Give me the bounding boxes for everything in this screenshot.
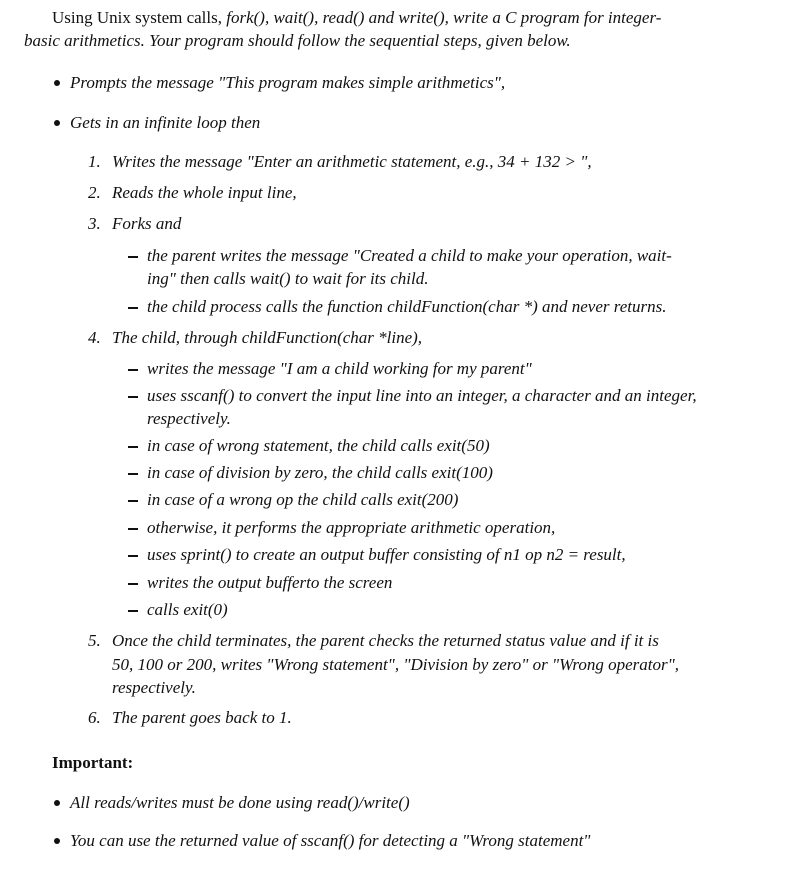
step-3-text: Forks and bbox=[112, 214, 182, 233]
step-6-text: The parent goes back to 1. bbox=[112, 708, 292, 727]
dash-marker bbox=[128, 500, 138, 502]
step-4-item: uses sprint() to create an output buffer consisting of n1 op n2 = result, bbox=[147, 545, 626, 564]
step-4-item: uses sscanf() to convert the input line into an integer, a character and an integer, bbox=[147, 386, 697, 405]
dash-marker bbox=[128, 610, 138, 612]
step-4-item: writes the output bufferto the screen bbox=[147, 573, 393, 592]
dash-marker bbox=[128, 528, 138, 530]
bullet-item-loop: Gets in an infinite loop then bbox=[70, 113, 261, 132]
step-number: 6. bbox=[88, 708, 101, 727]
step-4-item: otherwise, it performs the appropriate arithmetic operation, bbox=[147, 518, 556, 537]
step-4-item: in case of division by zero, the child calls exit(100) bbox=[147, 463, 493, 482]
step-number: 2. bbox=[88, 183, 101, 202]
step-5-line-1: Once the child terminates, the parent checks the returned status value and if it is bbox=[112, 631, 659, 650]
important-item: You can use the returned value of sscanf() for detecting a "Wrong statement" bbox=[70, 831, 591, 850]
step-3-item-parent-line-1: the parent writes the message "Created a child to make your operation, wait- bbox=[147, 246, 672, 265]
step-4-item: writes the message "I am a child working for my parent" bbox=[147, 359, 532, 378]
step-number: 5. bbox=[88, 631, 101, 650]
step-4-item-cont: respectively. bbox=[147, 409, 231, 428]
intro-italic: fork(), wait(), read() and write(), write a C program for integer- bbox=[226, 8, 662, 27]
step-number: 1. bbox=[88, 152, 101, 171]
dash-marker bbox=[128, 307, 138, 309]
dash-marker bbox=[128, 473, 138, 475]
dash-marker bbox=[128, 446, 138, 448]
dash-marker bbox=[128, 583, 138, 585]
step-4-item: in case of wrong statement, the child calls exit(50) bbox=[147, 436, 490, 455]
dash-marker bbox=[128, 256, 138, 258]
intro-line-2: basic arithmetics. Your program should follow the sequential steps, given below. bbox=[24, 31, 571, 50]
intro-prefix: Using Unix system calls, bbox=[52, 8, 227, 27]
step-4-text: The child, through childFunction(char *line), bbox=[112, 328, 423, 347]
dash-marker bbox=[128, 369, 138, 371]
bullet-dot bbox=[54, 838, 60, 844]
step-3-item-parent-line-2: ing" then calls wait() to wait for its child. bbox=[147, 269, 429, 288]
important-item: All reads/writes must be done using read()/write() bbox=[70, 793, 410, 812]
step-1-text: Writes the message "Enter an arithmetic statement, e.g., 34 + 132 > ", bbox=[112, 152, 592, 171]
dash-marker bbox=[128, 555, 138, 557]
step-number: 3. bbox=[88, 214, 101, 233]
step-2-text: Reads the whole input line, bbox=[112, 183, 297, 202]
step-3-item-child: the child process calls the function childFunction(char *) and never returns. bbox=[147, 297, 667, 316]
bullet-dot bbox=[54, 120, 60, 126]
dash-marker bbox=[128, 396, 138, 398]
bullet-dot bbox=[54, 80, 60, 86]
step-5-line-3: respectively. bbox=[112, 678, 196, 697]
important-heading: Important: bbox=[52, 753, 134, 772]
step-number: 4. bbox=[88, 328, 101, 347]
bullet-dot bbox=[54, 800, 60, 806]
intro-line-1 bbox=[52, 7, 661, 29]
step-5-line-2: 50, 100 or 200, writes "Wrong statement", "Division by zero" or "Wrong operator", bbox=[112, 655, 679, 674]
bullet-item-prompt: Prompts the message "This program makes simple arithmetics", bbox=[70, 73, 506, 92]
step-4-item: in case of a wrong op the child calls exit(200) bbox=[147, 490, 459, 509]
step-4-item: calls exit(0) bbox=[147, 600, 228, 619]
